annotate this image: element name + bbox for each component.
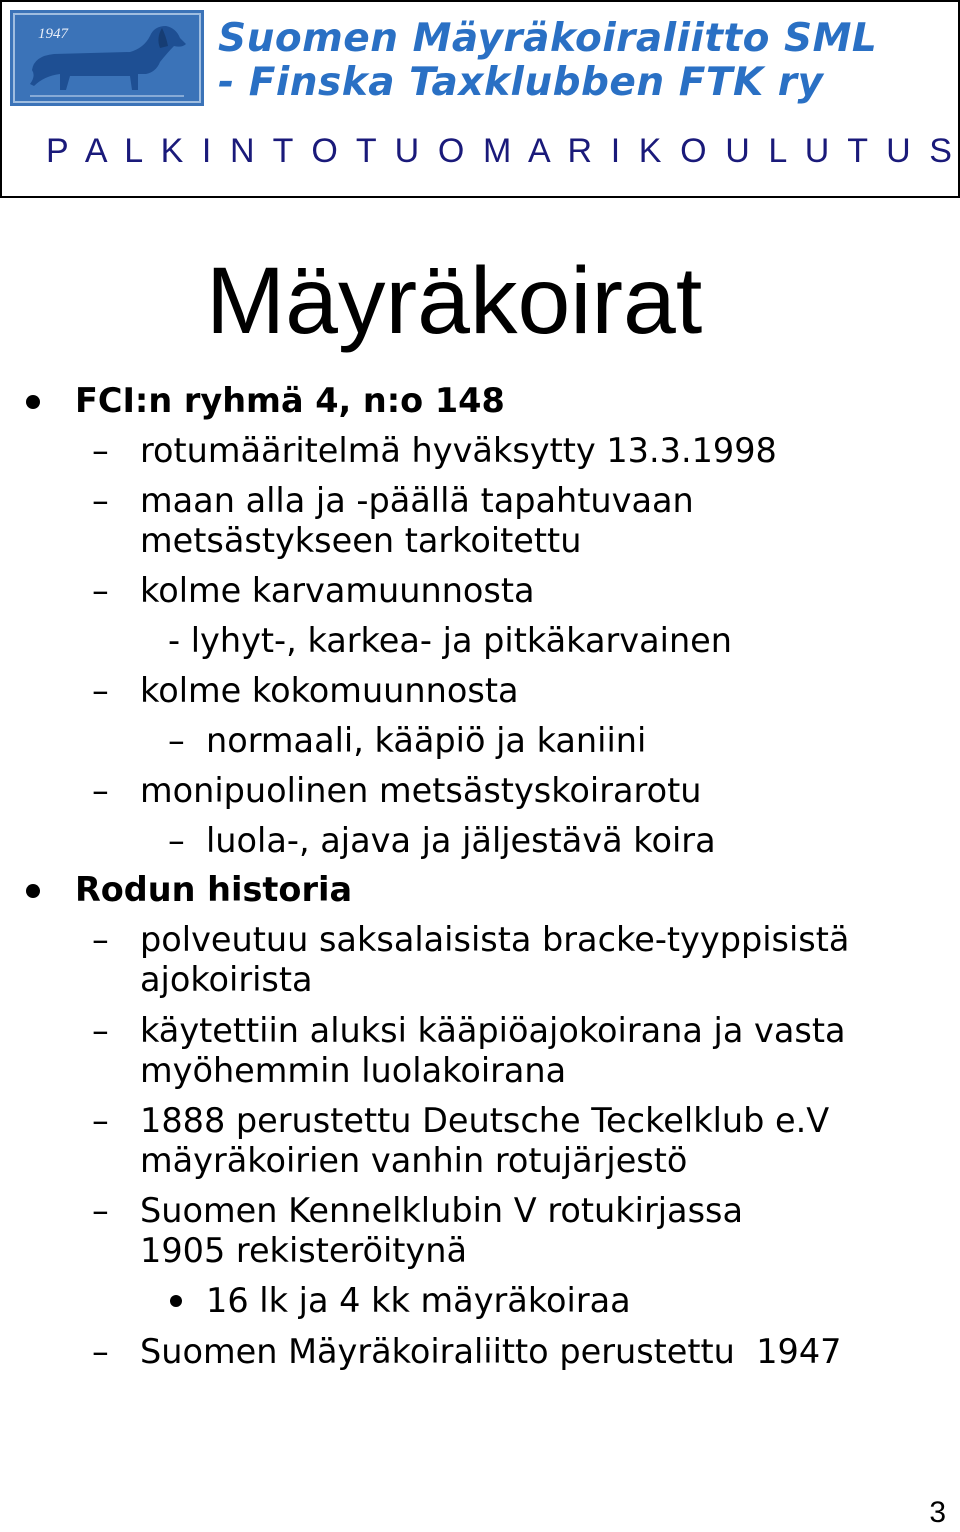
logo-banner <box>4 4 956 108</box>
bullet-icon <box>26 884 40 898</box>
list-item-continuation: mäyräkoirien vanhin rotujärjestö <box>140 1141 688 1180</box>
page-title: Mäyräkoirat <box>206 248 703 354</box>
list-item: kolme kokomuunnosta <box>140 671 519 710</box>
dash-icon: – <box>92 1191 109 1230</box>
dash-icon: – <box>92 1101 109 1140</box>
page-number: 3 <box>929 1496 946 1529</box>
course-title: P A L K I N T O T U O M A R I K O U L U T U S <box>46 132 957 170</box>
sub-list-item: luola-, ajava ja jäljestävä koira <box>206 821 716 860</box>
dash-icon: – <box>92 920 109 959</box>
list-item: 1888 perustettu Deutsche Teckelklub e.V <box>140 1101 830 1140</box>
list-item: käytettiin aluksi kääpiöajokoirana ja vasta <box>140 1011 846 1050</box>
organization-name-sv: - Finska Taxklubben FTK ry <box>218 60 824 105</box>
logo-year: 1947 <box>38 26 68 42</box>
bullet-icon <box>26 395 40 409</box>
dash-icon: – <box>168 721 185 760</box>
list-item: polveutuu saksalaisista bracke-tyyppisistä <box>140 920 850 959</box>
dash-icon: – <box>92 671 109 710</box>
list-item: kolme karvamuunnosta <box>140 571 535 610</box>
section-heading-fci: FCI:n ryhmä 4, n:o 148 <box>75 381 505 420</box>
list-item: monipuolinen metsästyskoirarotu <box>140 771 702 810</box>
list-item-continuation: ajokoirista <box>140 960 313 999</box>
sub-list-item: 16 lk ja 4 kk mäyräkoiraa <box>206 1281 631 1320</box>
dash-icon: – <box>92 571 109 610</box>
list-item: Suomen Kennelklubin V rotukirjassa <box>140 1191 744 1230</box>
header-box <box>0 0 960 198</box>
organization-name-fi: Suomen Mäyräkoiraliitto SML <box>218 16 878 61</box>
list-item-continuation: 1905 rekisteröitynä <box>140 1231 468 1270</box>
dash-icon: – <box>92 771 109 810</box>
section-heading-history: Rodun historia <box>75 870 353 909</box>
dash-icon: – <box>92 1332 109 1371</box>
dash-icon: – <box>92 431 109 470</box>
list-item: Suomen Mäyräkoiraliitto perustettu 1947 <box>140 1332 842 1371</box>
sub-list-item: - lyhyt-, karkea- ja pitkäkarvainen <box>168 621 733 660</box>
list-item: rotumääritelmä hyväksytty 13.3.1998 <box>140 431 777 470</box>
sub-list-item: normaali, kääpiö ja kaniini <box>206 721 647 760</box>
dash-icon: – <box>92 1011 109 1050</box>
dash-icon: – <box>92 481 109 520</box>
bullet-icon <box>170 1295 182 1307</box>
dash-icon: – <box>168 821 185 860</box>
list-item-continuation: metsästykseen tarkoitettu <box>140 521 582 560</box>
list-item-continuation: myöhemmin luolakoirana <box>140 1051 567 1090</box>
list-item: maan alla ja -päällä tapahtuvaan <box>140 481 694 520</box>
dachshund-logo <box>10 10 204 106</box>
